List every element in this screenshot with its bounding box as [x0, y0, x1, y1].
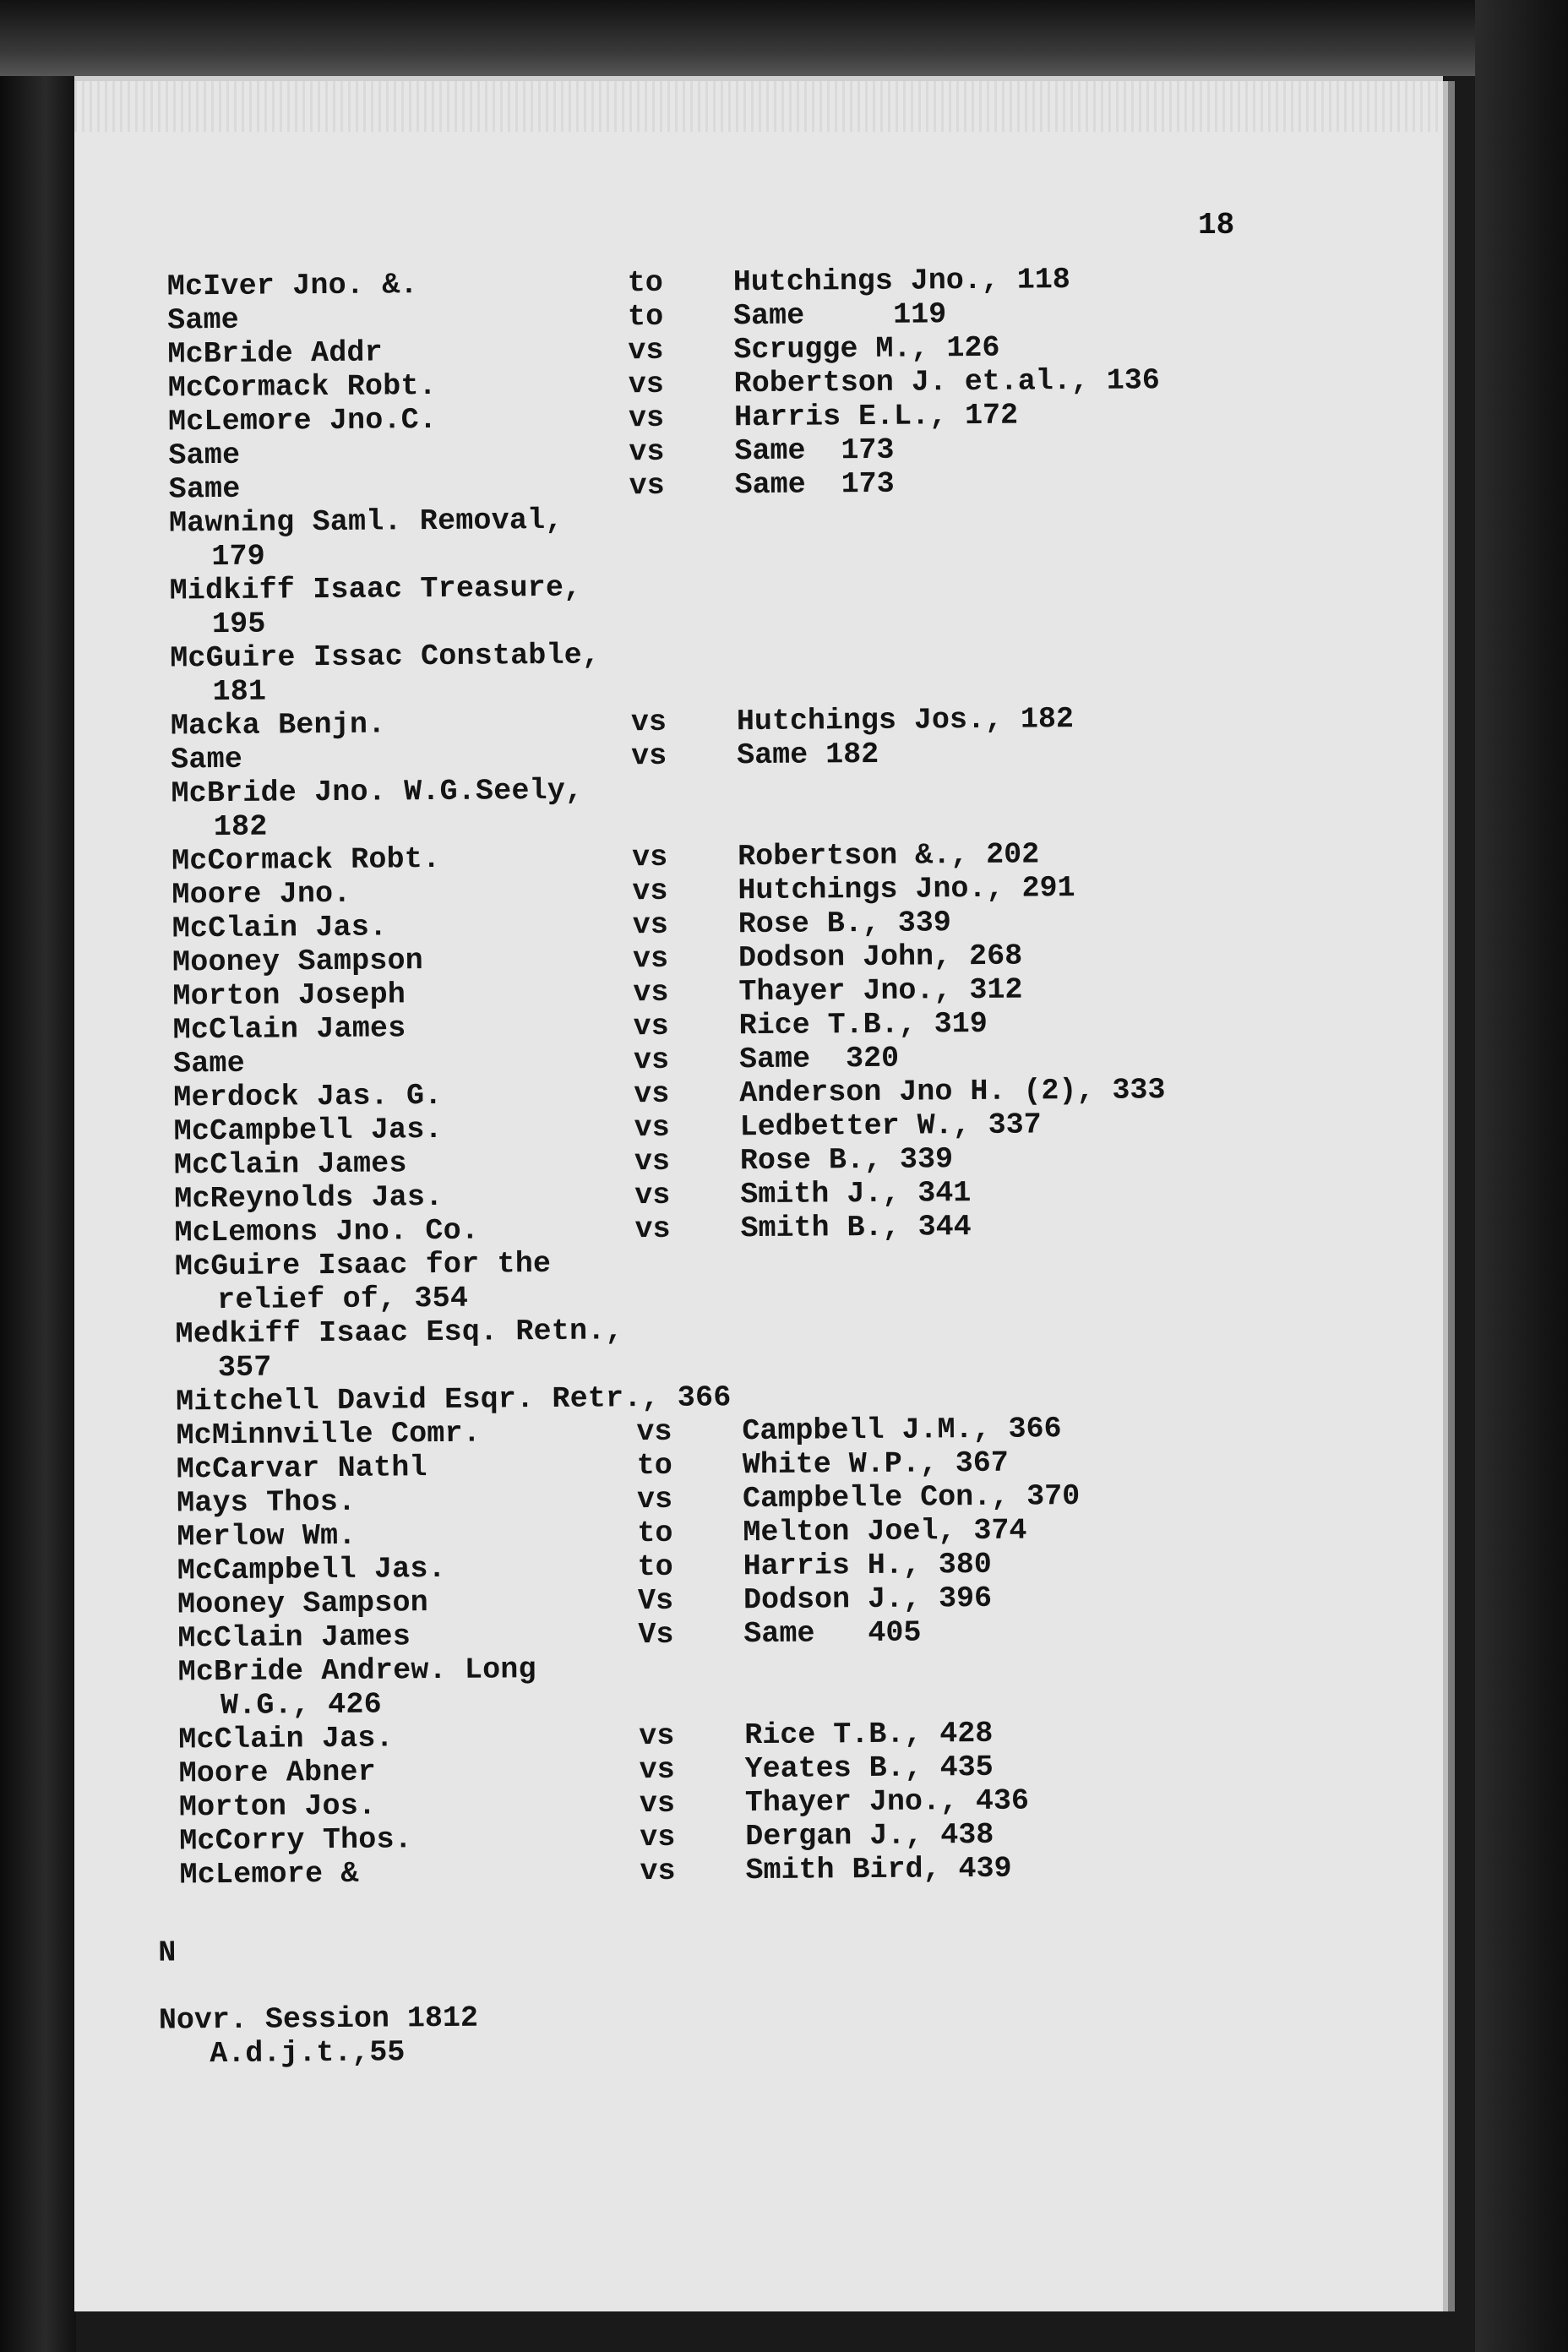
entry-relation: vs — [634, 1211, 671, 1247]
entry-name: Morton Jos. — [178, 1788, 377, 1825]
entry-name: Moore Jno. — [172, 876, 351, 912]
entry-relation: to — [637, 1549, 673, 1585]
entry-name: Mawning Saml. Removal, — [168, 503, 564, 541]
entry-relation: vs — [629, 434, 665, 470]
entry-relation: vs — [631, 738, 667, 774]
entry-name: McCampbell Jas. — [173, 1112, 443, 1149]
entry-relation: vs — [634, 1076, 670, 1112]
footer-session: Novr. Session 1812 — [158, 2001, 479, 2038]
entry-name: McCormack Robt. — [167, 368, 437, 406]
entry-relation: vs — [630, 705, 667, 740]
entry-party: White W.P., 367 — [742, 1446, 1010, 1483]
entry-relation: vs — [634, 1110, 670, 1146]
entry-party: Robertson J. et.al., 136 — [733, 363, 1160, 401]
entry-name: McLemore Jno.C. — [167, 402, 438, 439]
entry-continuation: 179 — [211, 539, 266, 574]
entry-name: Same — [171, 742, 243, 777]
entry-party: Anderson Jno H. (2), 333 — [739, 1073, 1166, 1111]
entry-party: Smith B., 344 — [740, 1210, 972, 1246]
entry-name: McCorry Thos. — [179, 1822, 413, 1859]
section-letter: N — [158, 1936, 177, 1970]
entry-party: Campbell J.M., 366 — [742, 1412, 1062, 1449]
entry-name: McBride Andrew. Long — [177, 1652, 536, 1690]
entry-party: Rose B., 339 — [739, 1142, 954, 1179]
entry-party: Harris E.L., 172 — [733, 398, 1019, 435]
entry-name: Merlow Wm. — [177, 1518, 357, 1554]
entry-relation: vs — [634, 1178, 671, 1213]
entry-continuation: relief of, 354 — [217, 1281, 469, 1318]
entry-relation: vs — [628, 400, 665, 436]
entry-party: Smith Bird, 439 — [745, 1851, 1012, 1888]
entry-relation: vs — [636, 1482, 673, 1517]
entry-name: McReynolds Jas. — [174, 1179, 444, 1217]
entry-relation: vs — [633, 1043, 670, 1078]
document-page — [74, 81, 1443, 2311]
entry-relation: vs — [633, 975, 669, 1010]
entry-party: Thayer Jno., 436 — [744, 1783, 1030, 1821]
page-number: 18 — [1198, 208, 1235, 242]
entry-name: McClain James — [172, 1011, 406, 1048]
entry-name: Same — [172, 1046, 246, 1081]
entry-name: Merdock Jas. G. — [173, 1078, 443, 1115]
entry-party: Same 405 — [743, 1615, 922, 1652]
entry-lines — [73, 76, 1441, 1892]
entry-relation: Vs — [638, 1617, 674, 1652]
index-entries — [73, 76, 1459, 2317]
entry-party: Same 173 — [734, 466, 895, 503]
entry-name: Midkiff Isaac Treasure, — [169, 570, 582, 608]
entry-party: Hutchings Jno., 291 — [738, 871, 1075, 908]
entry-party: Dodson John, 268 — [738, 939, 1023, 976]
entry-party: Yeates B., 435 — [744, 1750, 994, 1787]
scan-backdrop-top — [0, 0, 1568, 76]
entry-party: Ledbetter W., 337 — [739, 1108, 1042, 1145]
entry-name: Medkiff Isaac Esq. Retn., — [175, 1314, 623, 1352]
entry-relation: to — [627, 265, 663, 301]
entry-continuation: 195 — [211, 607, 266, 642]
entry-relation: to — [627, 299, 664, 335]
entry-party: Same 119 — [732, 297, 947, 334]
entry-name: McBride Addr — [167, 335, 384, 372]
entry-relation: vs — [632, 941, 669, 977]
entry-name: McGuire Isaac for the — [174, 1246, 552, 1284]
entry-relation: vs — [629, 468, 665, 504]
entry-relation: to — [636, 1448, 672, 1484]
entry-party: Hutchings Jno., 118 — [732, 263, 1071, 300]
entry-party: Melton Joel, 374 — [743, 1513, 1027, 1550]
entry-name: Same — [168, 438, 241, 473]
index-entry — [73, 76, 1441, 304]
entry-name: Moore Abner — [178, 1755, 377, 1791]
entry-continuation: 181 — [212, 674, 267, 710]
entry-party: Rice T.B., 428 — [744, 1716, 994, 1753]
entry-name: McClain James — [173, 1146, 407, 1183]
entry-name: Macka Benjn. — [170, 707, 386, 743]
entry-party: Same 182 — [737, 737, 879, 773]
entry-relation: to — [637, 1516, 673, 1551]
entry-name: Mooney Sampson — [177, 1586, 429, 1622]
entry-name: McClain James — [177, 1620, 411, 1656]
entry-relation: vs — [639, 1752, 675, 1788]
entry-relation: vs — [634, 1144, 671, 1179]
entry-party: Campbelle Con., 370 — [742, 1479, 1081, 1516]
entry-name: McClain Jas. — [172, 910, 388, 946]
entry-relation: vs — [632, 907, 668, 943]
entry-relation: vs — [628, 367, 664, 402]
entry-name: McClain Jas. — [178, 1721, 394, 1757]
entry-name: McGuire Issac Constable, — [170, 638, 601, 676]
entry-relation: Vs — [637, 1583, 674, 1619]
entry-name: Same — [168, 471, 241, 507]
scan-backdrop-right — [1475, 0, 1568, 2352]
entry-party: Dodson J., 396 — [743, 1581, 993, 1618]
entry-relation: vs — [640, 1820, 676, 1855]
entry-name: McLemore & — [179, 1856, 359, 1892]
entry-name: Morton Joseph — [172, 977, 406, 1014]
entry-party: Rose B., 339 — [738, 906, 951, 942]
entry-name: McIver Jno. &. — [166, 268, 418, 304]
entry-name: McBride Jno. W.G.Seely, — [171, 773, 584, 811]
entry-name: Mitchell David Esqr. Retr., 366 — [176, 1380, 732, 1419]
entry-party: Same 173 — [734, 433, 895, 469]
entry-continuation: 182 — [213, 809, 268, 845]
entry-relation: vs — [640, 1854, 676, 1889]
entry-relation: vs — [632, 874, 668, 909]
scan-backdrop-left — [0, 0, 76, 2352]
entry-party: Dergan J., 438 — [745, 1817, 994, 1854]
entry-name: McMinnville Comr. — [176, 1416, 482, 1453]
entry-name: McCampbell Jas. — [177, 1551, 446, 1588]
entry-party: Thayer Jno., 312 — [738, 972, 1023, 1010]
entry-party: Smith J., 341 — [740, 1176, 972, 1212]
entry-party: Same 320 — [738, 1041, 900, 1077]
entry-relation: vs — [628, 333, 664, 368]
entry-party: Hutchings Jos., 182 — [736, 702, 1075, 739]
entry-name: Same — [166, 302, 240, 338]
entry-party: Rice T.B., 319 — [738, 1006, 988, 1043]
entry-name: McCarvar Nathl — [176, 1451, 427, 1487]
entry-name: McCormack Robt. — [172, 841, 441, 879]
entry-name: Mays Thos. — [176, 1484, 357, 1521]
footer-adjourned: A.d.j.t.,55 — [210, 2035, 406, 2072]
entry-relation: vs — [639, 1718, 675, 1754]
entry-party: Harris H., 380 — [743, 1547, 992, 1584]
entry-relation: vs — [639, 1786, 676, 1821]
entry-party: Robertson &., 202 — [737, 837, 1040, 874]
entry-name: McLemons Jno. Co. — [174, 1213, 480, 1250]
entry-relation: vs — [633, 1009, 669, 1044]
entry-party: Scrugge M., 126 — [733, 330, 1000, 368]
entry-relation: vs — [636, 1414, 672, 1450]
entry-name: Mooney Sampson — [172, 944, 424, 980]
entry-continuation: W.G., 426 — [220, 1687, 383, 1723]
entry-relation: vs — [631, 840, 668, 875]
entry-continuation: 357 — [217, 1350, 272, 1386]
